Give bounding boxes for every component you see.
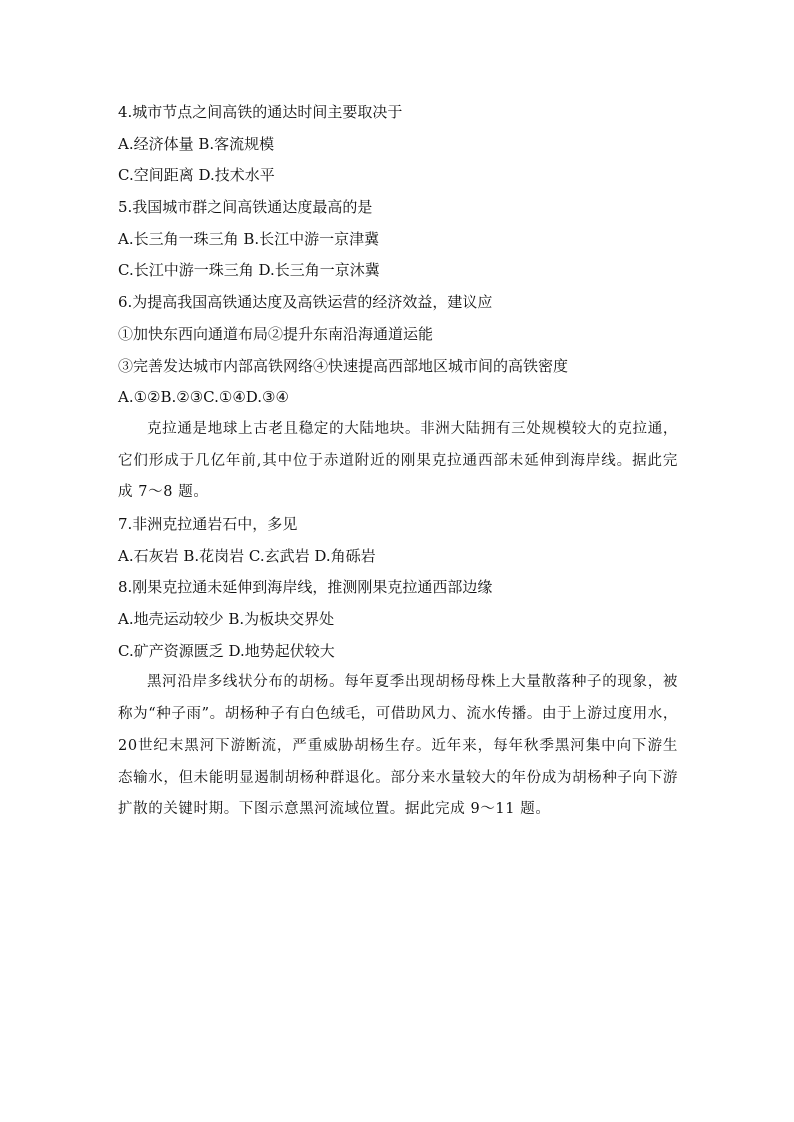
question-6-stem: 6.为提高我国高铁通达度及高铁运营的经济效益，建议应: [118, 293, 493, 312]
page-content: [118, 97, 678, 826]
question-4-options-cd: C.空间距离 D.技术水平: [118, 166, 275, 185]
passage-heihe-populus: 黑河沿岸多线状分布的胡杨。每年夏季出现胡杨母株上大量散落种子的现象，被称为“种子雨”。胡杨种子有白色绒毛，可借助风力、流水传播。由于上游过度用水，20世纪末黑河下游断流，严重威胁胡杨生存。近年来，每年秋季黑河集中向下游生态输水，但未能明显遏制胡杨种群退化。部分来水量较大的年份成为胡杨种子向下游扩散的关键时期。下图示意黑河流域位置。据此完成 9～11 题。: [118, 674, 678, 818]
question-8-options-ab: A.地壳运动较少 B.为板块交界处: [118, 610, 335, 629]
passage-craton: 克拉通是地球上古老且稳定的大陆地块。非洲大陆拥有三处规模较大的克拉通，它们形成于几亿年前,其中位于赤道附近的刚果克拉通西部未延伸到海岸线。据此完成 7～8 题。: [118, 420, 678, 501]
question-5-options-cd: C.长江中游一珠三角 D.长三角一京沐冀: [118, 261, 380, 280]
question-6-items-12: ①加快东西向通道布局②提升东南沿海通道运能: [118, 324, 434, 343]
question-4-stem: 4.城市节点之间高铁的通达时间主要取决于: [118, 103, 403, 121]
question-8-stem: 8.刚果克拉通未延伸到海岸线，推测刚果克拉通西部边缘: [118, 578, 493, 597]
question-6-options: A.①②B.②③C.①④D.③④: [118, 388, 289, 407]
question-4-options-ab: A.经济体量 B.客流规模: [118, 134, 275, 153]
question-5-options-ab: A.长三角一珠三角 B.长江中游一京津冀: [118, 229, 380, 248]
question-6-items-34: ③完善发达城市内部高铁网络④快速提高西部地区城市间的高铁密度: [118, 356, 569, 375]
question-7-stem: 7.非洲克拉通岩石中，多见: [118, 514, 298, 533]
question-5-stem: 5.我国城市群之间高铁通达度最高的是: [118, 198, 373, 217]
question-7-options: A.石灰岩 B.花岗岩 C.玄武岩 D.角砾岩: [118, 546, 376, 565]
question-8-options-cd: C.矿产资源匮乏 D.地势起伏较大: [118, 641, 335, 660]
